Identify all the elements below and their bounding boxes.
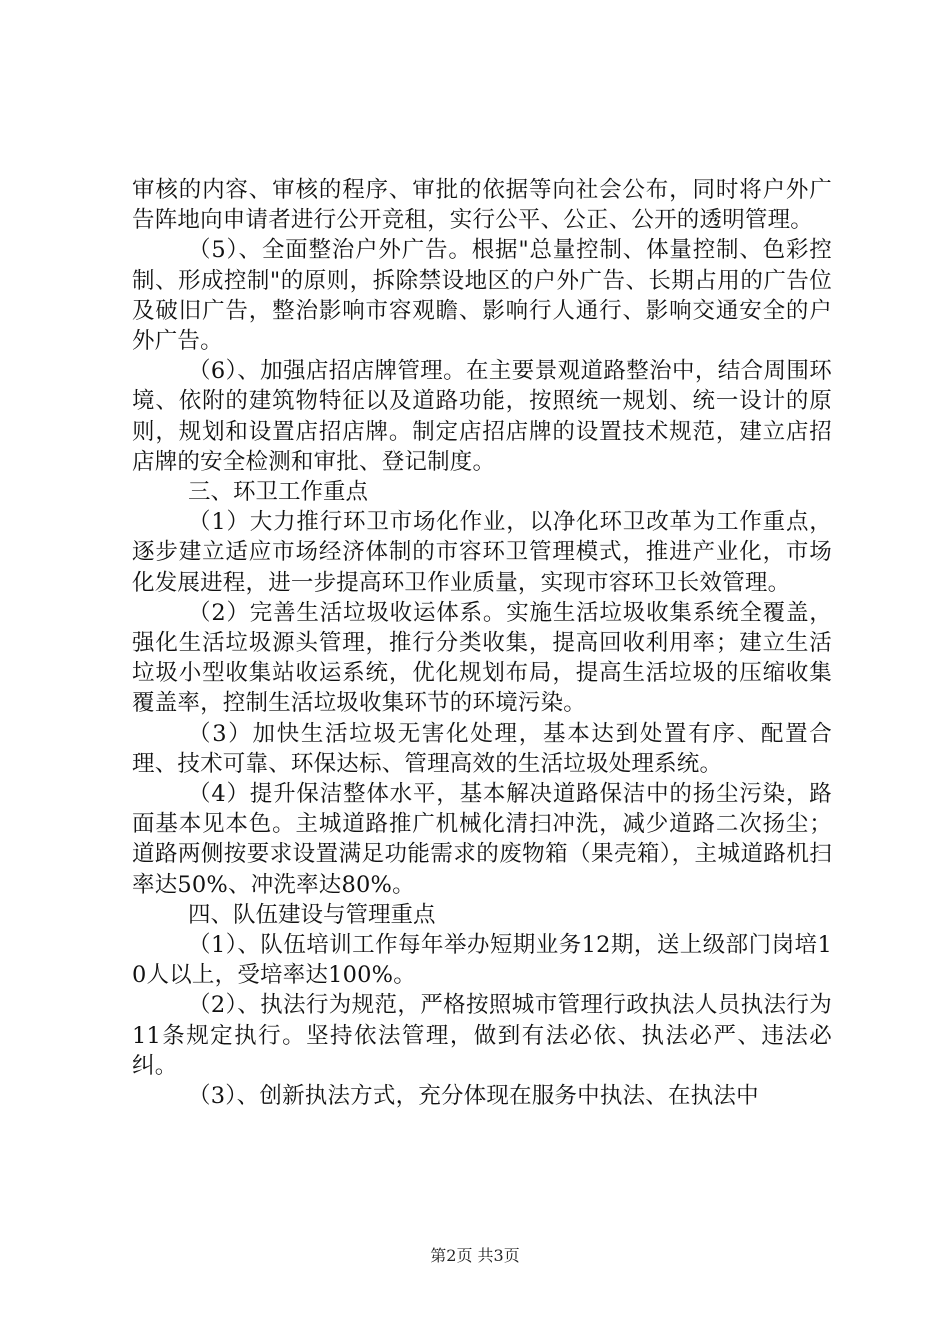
paragraph-item-5: （5）、全面整治户外广告。根据"总量控制、体量控制、色彩控制、形成控制"的原则，拆除禁设地区的户外广告、长期占用的广告位及破旧广告，整治影响市容观瞻、影响行人通行、影响交通安全的户外广告。	[132, 237, 832, 355]
section-heading-3: 三、环卫工作重点	[188, 479, 369, 506]
paragraph-item-6: （6）、加强店招店牌管理。在主要景观道路整治中，结合周围环境、依附的建筑物特征以及道路功能，按照统一规划、统一设计的原则，规划和设置店招店牌。制定店招店牌的设置技术规范，建立店招店牌的安全检测和审批、登记制度。	[132, 358, 832, 475]
paragraph-item-2: （2）完善生活垃圾收运体系。实施生活垃圾收集系统全覆盖，强化生活垃圾源头管理，推行分类收集，提高回收利用率；建立生活垃圾小型收集站收运系统，优化规划布局，提高生活垃圾的压缩收集覆盖率，控制生活垃圾收集环节的环境污染。	[132, 599, 832, 717]
paragraph-item-3: （3）加快生活垃圾无害化处理，基本达到处置有序、配置合理、技术可靠、环保达标、管理高效的生活垃圾处理系统。	[132, 720, 832, 777]
paragraph-team-item-3: （3）、创新执法方式，充分体现在服务中执法、在执法中	[188, 1083, 759, 1110]
document-body	[132, 175, 832, 1111]
section-heading-4: 四、队伍建设与管理重点	[188, 901, 436, 928]
paragraph-continuation: 审核的内容、审核的程序、审批的依据等向社会公布，同时将户外广告阵地向申请者进行公开竞租，实行公平、公正、公开的透明管理。	[132, 177, 832, 234]
page-number-footer: 第2页 共3页	[430, 1246, 520, 1265]
paragraph-item-4: （4）提升保洁整体水平，基本解决道路保洁中的扬尘污染，路面基本见本色。主城道路推广机械化清扫冲洗，减少道路二次扬尘；道路两侧按要求设置满足功能需求的废物箱（果壳箱），主城道路机扫率达50%、冲洗率达80%。	[132, 781, 832, 898]
paragraph-team-item-2: （2）、执法行为规范，严格按照城市管理行政执法人员执法行为11条规定执行。坚持依法管理，做到有法必依、执法必严、违法必纠。	[132, 992, 832, 1079]
paragraph-team-item-1: （1）、队伍培训工作每年举办短期业务12期，送上级部门岗培10人以上，受培率达100%。	[132, 932, 832, 989]
paragraph-item-1: （1）大力推行环卫市场化作业，以净化环卫改革为工作重点，逐步建立适应市场经济体制的市容环卫管理模式，推进产业化，市场化发展进程，进一步提高环卫作业质量，实现市容环卫长效管理。	[132, 509, 832, 596]
